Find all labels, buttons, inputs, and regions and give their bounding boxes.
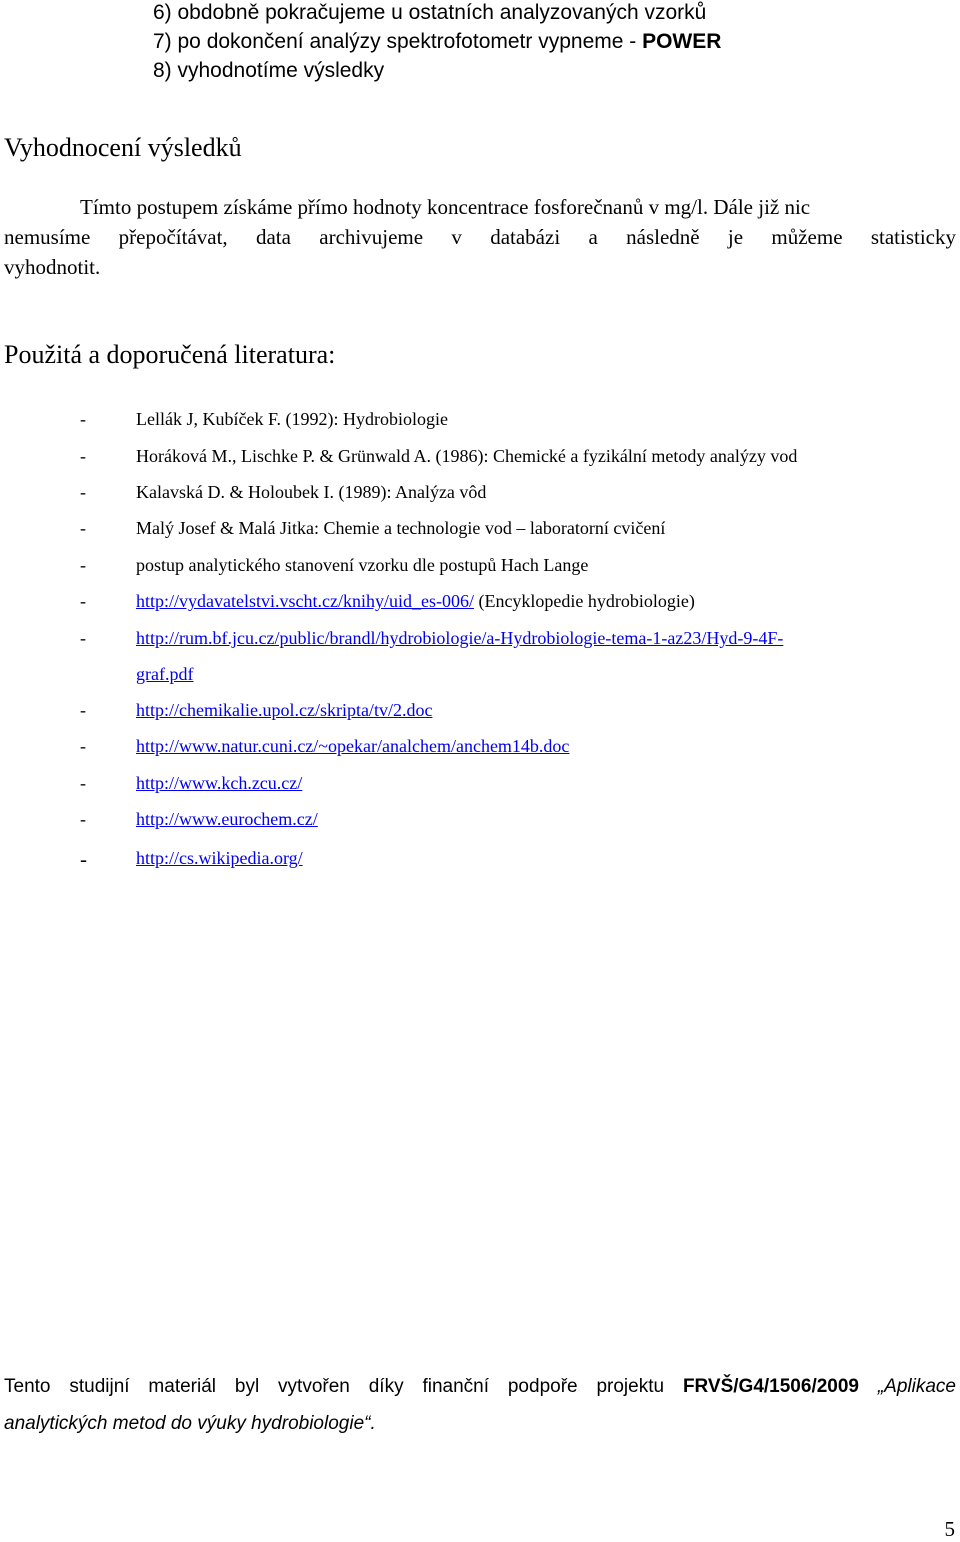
ref-dash: - xyxy=(80,555,86,575)
ref-dash: - xyxy=(80,591,86,611)
step-7-text: 7) po dokončení analýzy spektrofotometr vypneme - xyxy=(153,30,643,53)
ref-item-10 xyxy=(136,773,302,794)
results-paragraph-line-3: vyhodnotit. xyxy=(4,255,101,279)
ref-item-2: Horáková M., Lischke P. & Grünwald A. (1986): Chemické a fyzikální metody analýzy vod xyxy=(136,446,798,466)
ref-item-8 xyxy=(136,700,432,721)
ref-dash: - xyxy=(80,736,86,756)
ref-dash: - xyxy=(80,518,86,538)
ref-item-3: Kalavská D. & Holoubek I. (1989): Analýza vôd xyxy=(136,482,487,502)
ref-link-vydavatelstvi[interactable]: http://vydavatelstvi.vscht.cz/knihy/uid_es-006/ xyxy=(136,591,474,611)
ref-item-6-suffix: (Encyklopedie hydrobiologie) xyxy=(473,591,695,611)
ref-dash: - xyxy=(80,773,86,793)
ref-dash: - xyxy=(80,409,86,429)
results-paragraph-line-1: Tímto postupem získáme přímo hodnoty koncentrace fosforečnanů v mg/l. Dále již nic xyxy=(80,195,811,219)
ref-link-natur-cuni[interactable]: http://www.natur.cuni.cz/~opekar/analchem/anchem14b.doc xyxy=(136,736,570,756)
footer-project-code: FRVŠ/G4/1506/2009 xyxy=(682,1376,859,1397)
ref-item-7-cont xyxy=(136,664,193,685)
section-heading-results: Vyhodnocení výsledků xyxy=(4,133,242,162)
page-number: 5 xyxy=(944,1517,955,1541)
section-heading-literature: Použitá a doporučená literatura: xyxy=(4,340,336,369)
ref-link-chemikalie[interactable]: http://chemikalie.upol.cz/skripta/tv/2.doc xyxy=(136,700,433,720)
ref-dash: - xyxy=(80,847,87,871)
ref-item-6 xyxy=(136,591,695,612)
ref-item-11 xyxy=(136,809,318,830)
step-8: 8) vyhodnotíme výsledky xyxy=(153,59,385,82)
ref-link-wikipedia[interactable]: http://cs.wikipedia.org/ xyxy=(136,848,303,868)
ref-link-eurochem[interactable]: http://www.eurochem.cz/ xyxy=(136,809,318,829)
ref-dash: - xyxy=(80,482,86,502)
ref-link-kch-zcu[interactable]: http://www.kch.zcu.cz/ xyxy=(136,773,303,793)
results-paragraph-line-2: nemusíme přepočítávat, data archivujeme v databázi a následně je můžeme statisticky xyxy=(4,225,956,249)
footer-text-line2: analytických metod do výuky hydrobiologie“. xyxy=(4,1413,376,1434)
footer-text-a: Tento studijní materiál byl vytvořen díky finanční podpoře projektu xyxy=(4,1376,683,1397)
ref-link-rum-bf-jcu-cont[interactable]: graf.pdf xyxy=(136,664,194,684)
ref-dash: - xyxy=(80,628,86,648)
ref-dash: - xyxy=(80,809,86,829)
step-6: 6) obdobně pokračujeme u ostatních analyzovaných vzorků xyxy=(153,1,707,24)
step-7 xyxy=(153,30,721,54)
footer-text-b: „Aplikace xyxy=(858,1376,957,1397)
ref-link-rum-bf-jcu[interactable]: http://rum.bf.jcu.cz/public/brandl/hydrobiologie/a-Hydrobiologie-tema-1-az23/Hyd-9-4F- xyxy=(136,628,784,648)
ref-dash: - xyxy=(80,446,86,466)
ref-item-12 xyxy=(136,848,303,869)
ref-item-9 xyxy=(136,736,569,757)
step-7-power: POWER xyxy=(642,30,722,53)
footer-line-2 xyxy=(4,1413,376,1435)
ref-item-4: Malý Josef & Malá Jitka: Chemie a technologie vod – laboratorní cvičení xyxy=(136,518,666,538)
ref-item-7 xyxy=(136,628,783,649)
ref-item-5: postup analytického stanovení vzorku dle postupů Hach Lange xyxy=(136,555,589,575)
ref-item-1: Lellák J, Kubíček F. (1992): Hydrobiologie xyxy=(136,409,449,429)
footer-line-1 xyxy=(4,1376,956,1398)
ref-dash: - xyxy=(80,700,86,720)
